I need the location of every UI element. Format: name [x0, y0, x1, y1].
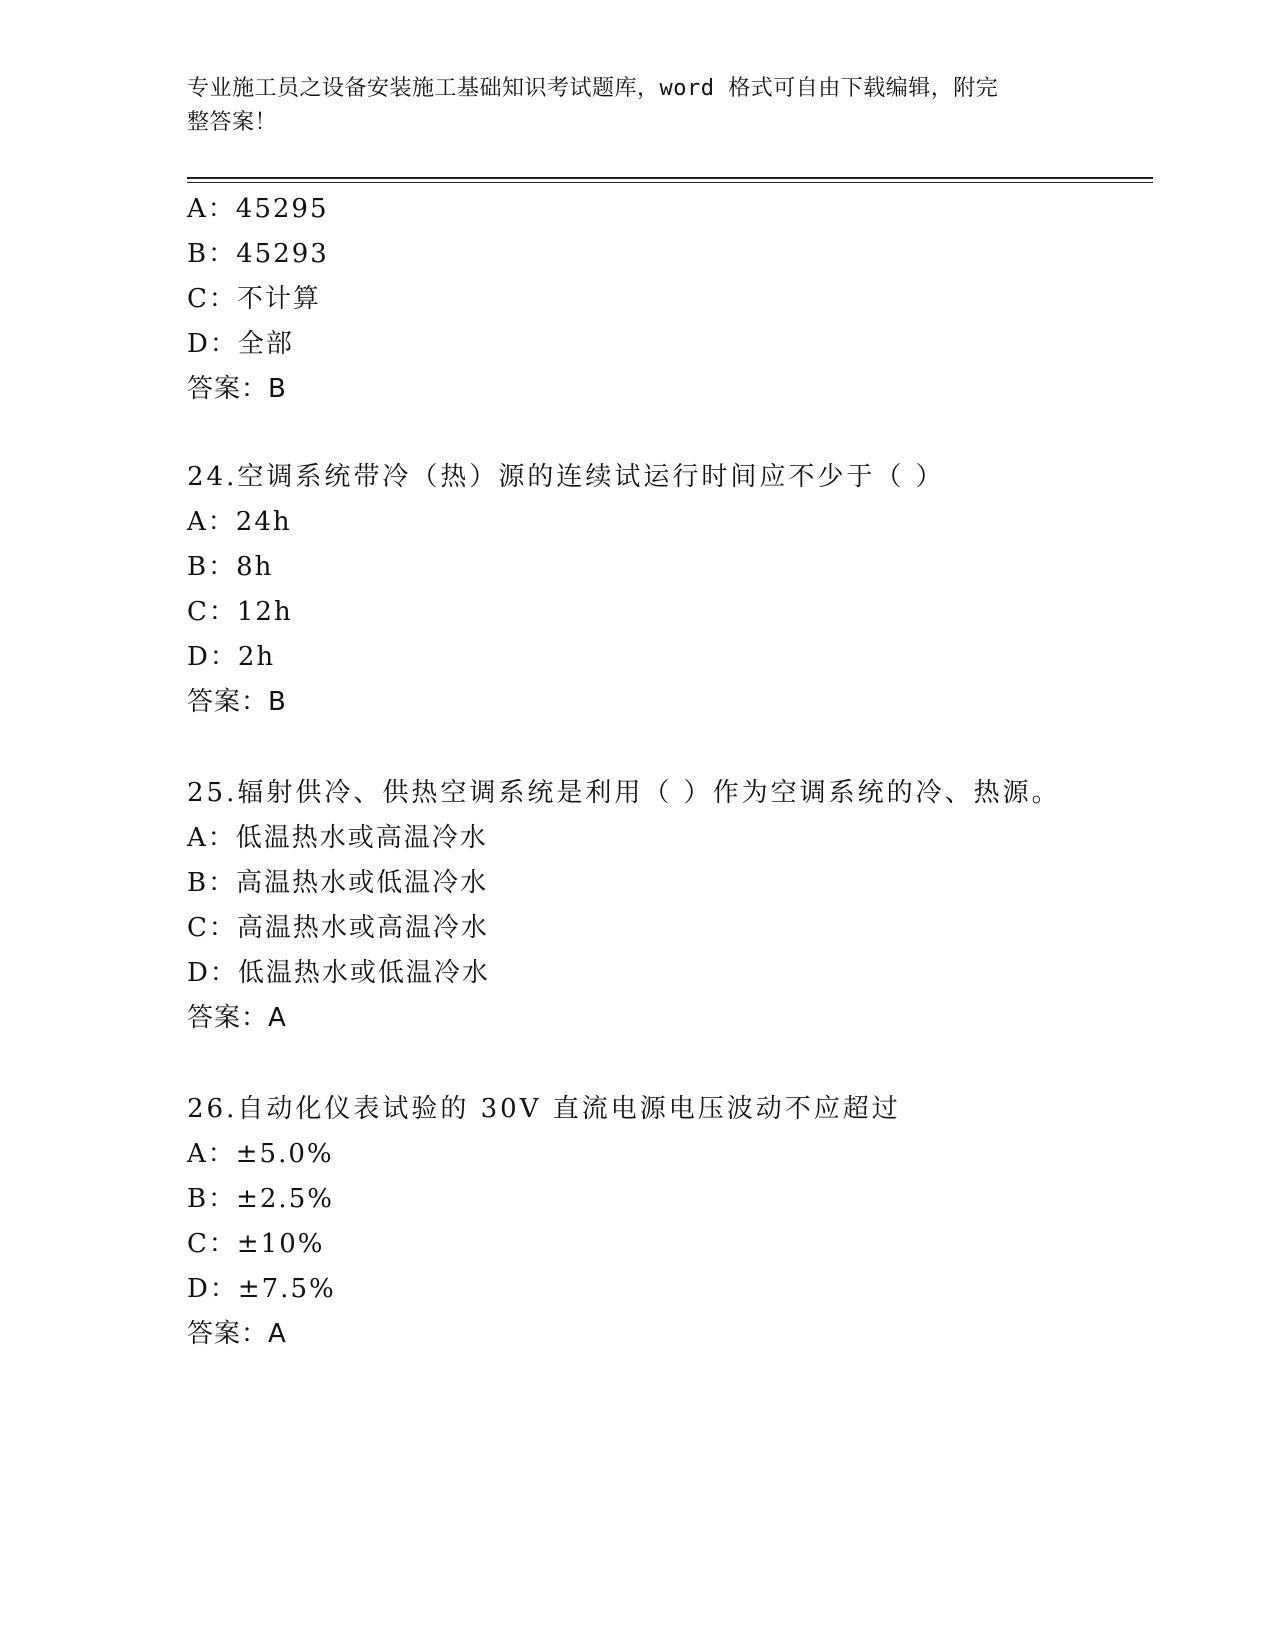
option-a: A：±5.0% — [187, 1139, 334, 1169]
option-d: D：2h — [187, 642, 276, 672]
question-title: 25.辐射供冷、供热空调系统是利用（ ）作为空调系统的冷、热源。 — [187, 778, 1061, 808]
header-line-1: 专业施工员之设备安装施工基础知识考试题库，word 格式可自由下载编辑，附完 — [187, 76, 999, 101]
question-title: 26.自动化仪表试验的 30V 直流电源电压波动不应超过 — [187, 1094, 901, 1124]
option-a: A：45295 — [187, 194, 329, 224]
option-d: D：±7.5% — [187, 1274, 336, 1304]
question-title: 24.空调系统带冷（热）源的连续试运行时间应不少于（ ） — [187, 462, 945, 492]
header-line-2: 整答案！ — [187, 110, 278, 135]
option-b: B：±2.5% — [187, 1184, 334, 1214]
option-c: C：±10% — [187, 1229, 325, 1259]
option-d: D：低温热水或低温冷水 — [187, 958, 490, 988]
option-a: A：低温热水或高温冷水 — [187, 823, 488, 853]
answer: 答案：A — [187, 1003, 287, 1033]
option-d: D：全部 — [187, 329, 294, 359]
option-a: A：24h — [187, 507, 292, 537]
option-c: C：不计算 — [187, 284, 321, 314]
answer: 答案：A — [187, 1319, 287, 1349]
answer: 答案：B — [187, 687, 287, 717]
header-divider-thin — [187, 182, 1153, 183]
option-b: B：高温热水或低温冷水 — [187, 868, 489, 898]
header-divider — [187, 177, 1153, 179]
answer: 答案：B — [187, 374, 287, 404]
option-b: B：8h — [187, 552, 274, 582]
option-c: C：高温热水或高温冷水 — [187, 913, 489, 943]
option-c: C：12h — [187, 597, 293, 627]
option-b: B：45293 — [187, 239, 329, 269]
document-header — [187, 72, 1067, 140]
